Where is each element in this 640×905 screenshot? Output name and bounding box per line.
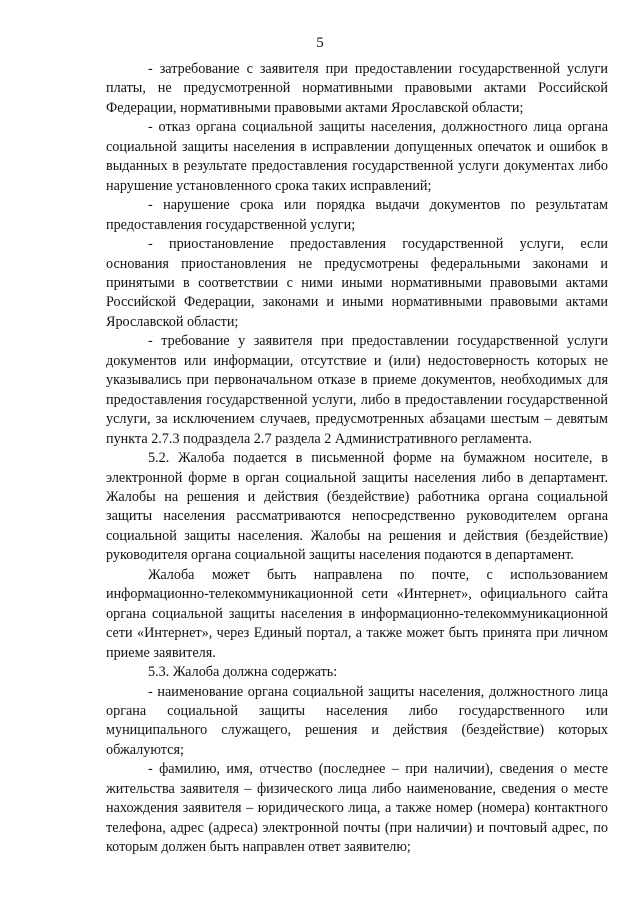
paragraph-5-2: 5.2. Жалоба подается в письменной форме на бумажном носителе, в электронной форме в орган социальной защиты населения либо в департамент. Жалобы на решения и действия (бездействие) работника органа социальной защиты населения рассматриваются непосредственно руководителем органа социальной защиты населения. Жалобы на решения и действия (бездействие) руководителя органа социальной защиты населения подаются в департамент. xyxy=(106,450,608,564)
page-number: 5 xyxy=(316,35,324,51)
paragraph-fee-demand: - затребование с заявителя при предоставлении государственной услуги платы, не предусмотренной нормативными правовыми актами Российской Федерации, нормативными правовыми актами Ярославской области; xyxy=(106,61,608,116)
paragraph-authority-name: - наименование органа социальной защиты населения, должностного лица органа социальной защиты населения либо государственного или муниципального служащего, решения и действия (бездействие) которых обжалуются; xyxy=(106,683,608,758)
paragraph-correction-refusal: - отказ органа социальной защиты населения, должностного лица органа социальной защиты населения в исправлении допущенных опечаток и ошибок в выданных в результате предоставления государственной услуги документах либо нарушение установленного срока таких исправлений; xyxy=(106,119,608,194)
paragraph-applicant-details: - фамилию, имя, отчество (последнее – при наличии), сведения о месте жительства заявителя – физического лица либо наименование, сведения о месте нахождения заявителя – юридического лица, а также номер (номера) контактного телефона, адрес (адреса) электронной почты (при наличии) и почтовый адрес, по которым должен быть направлен ответ заявителю; xyxy=(106,761,608,856)
paragraph-5-3: 5.3. Жалоба должна содержать: xyxy=(148,664,338,681)
paragraph-document-requirement: - требование у заявителя при предоставлении государственной услуги документов или информации, отсутствие и (или) недостоверность которых не указывались при первоначальном отказе в приеме документов, необходимых для предоставления государственной услуги, либо в предоставлении государственной услуги, за исключением случаев, предусмотренных абзацами шестым – девятым пункта 2.7.3 подраздела 2.7 раздела 2 Административного регламента. xyxy=(106,333,608,447)
document-body xyxy=(106,60,608,858)
paragraph-complaint-channels: Жалоба может быть направлена по почте, с использованием информационно-телекоммуникационной сети «Интернет», официального сайта органа социальной защиты населения в информационно-телекоммуникационной сети «Интернет», через Единый портал, а также может быть принята при личном приеме заявителя. xyxy=(106,566,608,661)
paragraph-issuance-violation: - нарушение срока или порядка выдачи документов по результатам предоставления государственной услуги; xyxy=(106,197,608,233)
paragraph-suspension: - приостановление предоставления государственной услуги, если основания приостановления не предусмотрены федеральными законами и принятыми в соответствии с ними иными нормативными правовыми актами Российской Федерации, законами и иными нормативными правовыми актами Ярославской области; xyxy=(106,236,608,330)
